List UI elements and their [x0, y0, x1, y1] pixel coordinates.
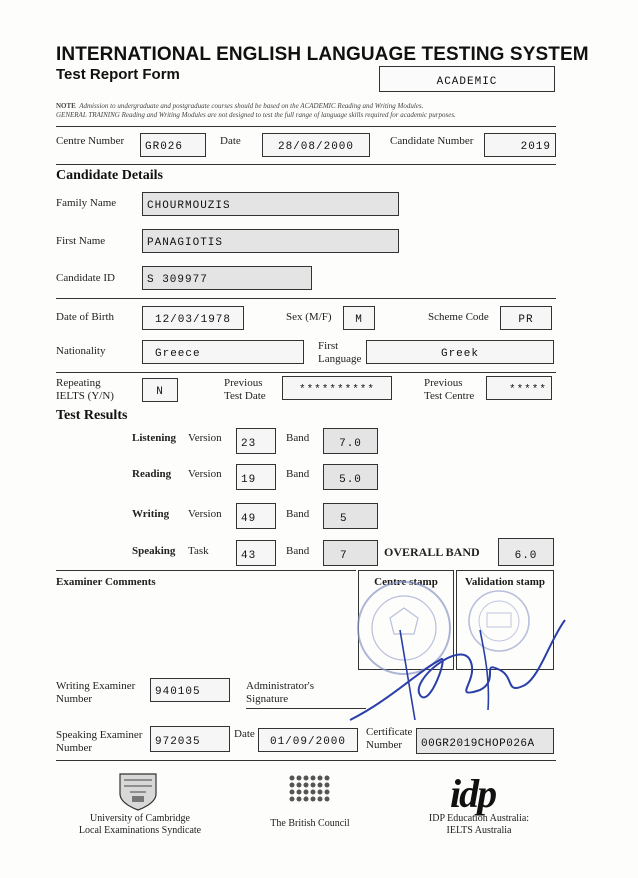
first-language-value: Greek: [366, 340, 554, 364]
listening-version-value: 23: [236, 428, 276, 454]
listening-label: Listening: [132, 432, 177, 444]
writing-label: Writing: [132, 508, 170, 520]
note-label: NOTE: [56, 102, 76, 110]
reading-label: Reading: [132, 468, 172, 480]
validation-stamp-label: Validation stamp: [465, 576, 545, 588]
centre-stamp-label: Centre stamp: [374, 576, 438, 588]
divider: [56, 298, 556, 299]
speaking-examiner-label-line-1: Speaking Examiner: [56, 729, 143, 741]
listening-band-value: 7.0: [323, 428, 378, 454]
test-results-heading: Test Results: [56, 408, 128, 423]
idp-caption-line-2: IELTS Australia: [446, 825, 512, 836]
writing-band-value: 5: [323, 503, 378, 529]
previous-test-centre-label-line-1: Previous: [424, 377, 463, 389]
certificate-number-value: 00GR2019CHOP026A: [416, 728, 554, 754]
admin-signature-label: [246, 680, 314, 706]
certificate-number-label: [366, 726, 412, 752]
first-name-value: PANAGIOTIS: [142, 229, 399, 253]
previous-test-date-label: [224, 377, 266, 403]
dob-value: 12/03/1978: [142, 306, 244, 330]
speaking-band-label: Band: [286, 545, 310, 557]
admin-signature-label-line-2: Signature: [246, 693, 289, 705]
sex-value: M: [343, 306, 375, 330]
speaking-examiner-number-value: 972035: [150, 726, 230, 752]
first-language-label: [318, 340, 361, 366]
note-line-1: Admission to undergraduate and postgraduate courses should be based on the ACADEMIC Reading and Writing Modules.: [79, 102, 424, 110]
previous-test-centre-label-line-2: Test Centre: [424, 390, 475, 402]
nationality-value: Greece: [142, 340, 304, 364]
certificate-number-label-line-2: Number: [366, 739, 403, 751]
idp-logo-icon: idp: [450, 771, 496, 816]
cambridge-caption: [60, 813, 220, 837]
repeating-label-line-2: IELTS (Y/N): [56, 390, 114, 402]
listening-band-label: Band: [286, 432, 310, 444]
candidate-id-label: Candidate ID: [56, 272, 115, 284]
writing-examiner-number-value: 940105: [150, 678, 230, 702]
first-language-label-line-1: First: [318, 340, 339, 352]
signature-line: [246, 708, 366, 709]
writing-examiner-label: [56, 680, 135, 706]
family-name-value: CHOURMOUZIS: [142, 192, 399, 216]
british-council-logo-icon: [288, 774, 332, 808]
british-council-caption: The British Council: [270, 818, 350, 829]
centre-number-value: GR026: [140, 133, 206, 157]
nationality-label: Nationality: [56, 345, 106, 357]
reading-band-label: Band: [286, 468, 310, 480]
divider: [56, 126, 556, 127]
listening-version-label: Version: [188, 432, 222, 444]
speaking-task-value: 43: [236, 540, 276, 566]
sex-label: Sex (M/F): [286, 311, 332, 323]
module-box: ACADEMIC: [379, 66, 555, 92]
previous-test-centre-value: *****: [486, 376, 552, 400]
reading-band-value: 5.0: [323, 464, 378, 490]
writing-examiner-label-line-1: Writing Examiner: [56, 680, 136, 692]
overall-band-value: 6.0: [498, 538, 554, 566]
family-name-label: Family Name: [56, 197, 117, 209]
speaking-date-value: 01/09/2000: [258, 728, 358, 752]
divider: [56, 372, 556, 373]
reading-version-value: 19: [236, 464, 276, 490]
writing-band-label: Band: [286, 508, 310, 520]
certificate-number-label-line-1: Certificate: [366, 726, 413, 738]
overall-band-label: OVERALL BAND: [384, 545, 480, 559]
reading-version-label: Version: [188, 468, 222, 480]
speaking-task-label: Task: [188, 545, 209, 557]
speaking-examiner-label: [56, 729, 142, 755]
centre-number-label: Centre Number: [56, 135, 125, 147]
speaking-date-label: Date: [234, 728, 255, 740]
divider: [56, 570, 356, 571]
idp-caption: [404, 813, 554, 837]
note: [56, 102, 556, 120]
first-language-label-line-2: Language: [318, 353, 362, 365]
candidate-id-value: S 309977: [142, 266, 312, 290]
administrator-signature: [330, 600, 590, 740]
cambridge-caption-line-1: University of Cambridge: [90, 813, 190, 824]
speaking-examiner-label-line-2: Number: [56, 742, 93, 754]
cambridge-caption-line-2: Local Examinations Syndicate: [78, 825, 202, 836]
previous-test-centre-label: [424, 377, 474, 403]
repeating-label: [56, 377, 114, 403]
dob-label: Date of Birth: [56, 311, 115, 323]
scheme-code-label: Scheme Code: [428, 311, 489, 323]
form-title: INTERNATIONAL ENGLISH LANGUAGE TESTING SYSTEM: [56, 44, 589, 65]
date-label: Date: [220, 135, 241, 147]
writing-version-value: 49: [236, 503, 276, 529]
idp-caption-line-1: IDP Education Australia:: [428, 813, 530, 824]
note-line-2: GENERAL TRAINING Reading and Writing Modules are not designed to test the full range of language skills required for academic purposes.: [56, 111, 456, 119]
divider: [56, 164, 556, 165]
writing-examiner-label-line-2: Number: [56, 693, 93, 705]
candidate-details-heading: Candidate Details: [56, 168, 163, 183]
admin-signature-label-line-1: Administrator's: [246, 680, 314, 692]
scheme-code-value: PR: [500, 306, 552, 330]
first-name-label: First Name: [56, 235, 106, 247]
date-value: 28/08/2000: [262, 133, 370, 157]
previous-test-date-value: **********: [282, 376, 392, 400]
divider: [56, 760, 556, 761]
previous-test-date-label-line-1: Previous: [224, 377, 263, 389]
speaking-band-value: 7: [323, 540, 378, 566]
examiner-comments-label: Examiner Comments: [56, 576, 156, 588]
candidate-number-label: Candidate Number: [390, 135, 474, 147]
previous-test-date-label-line-2: Test Date: [224, 390, 266, 402]
form-subtitle: Test Report Form: [56, 66, 180, 83]
cambridge-crest-icon: [116, 772, 160, 812]
repeating-value: N: [142, 378, 178, 402]
writing-version-label: Version: [188, 508, 222, 520]
speaking-label: Speaking: [132, 545, 176, 557]
repeating-label-line-1: Repeating: [56, 377, 101, 389]
candidate-number-value: 2019: [484, 133, 556, 157]
